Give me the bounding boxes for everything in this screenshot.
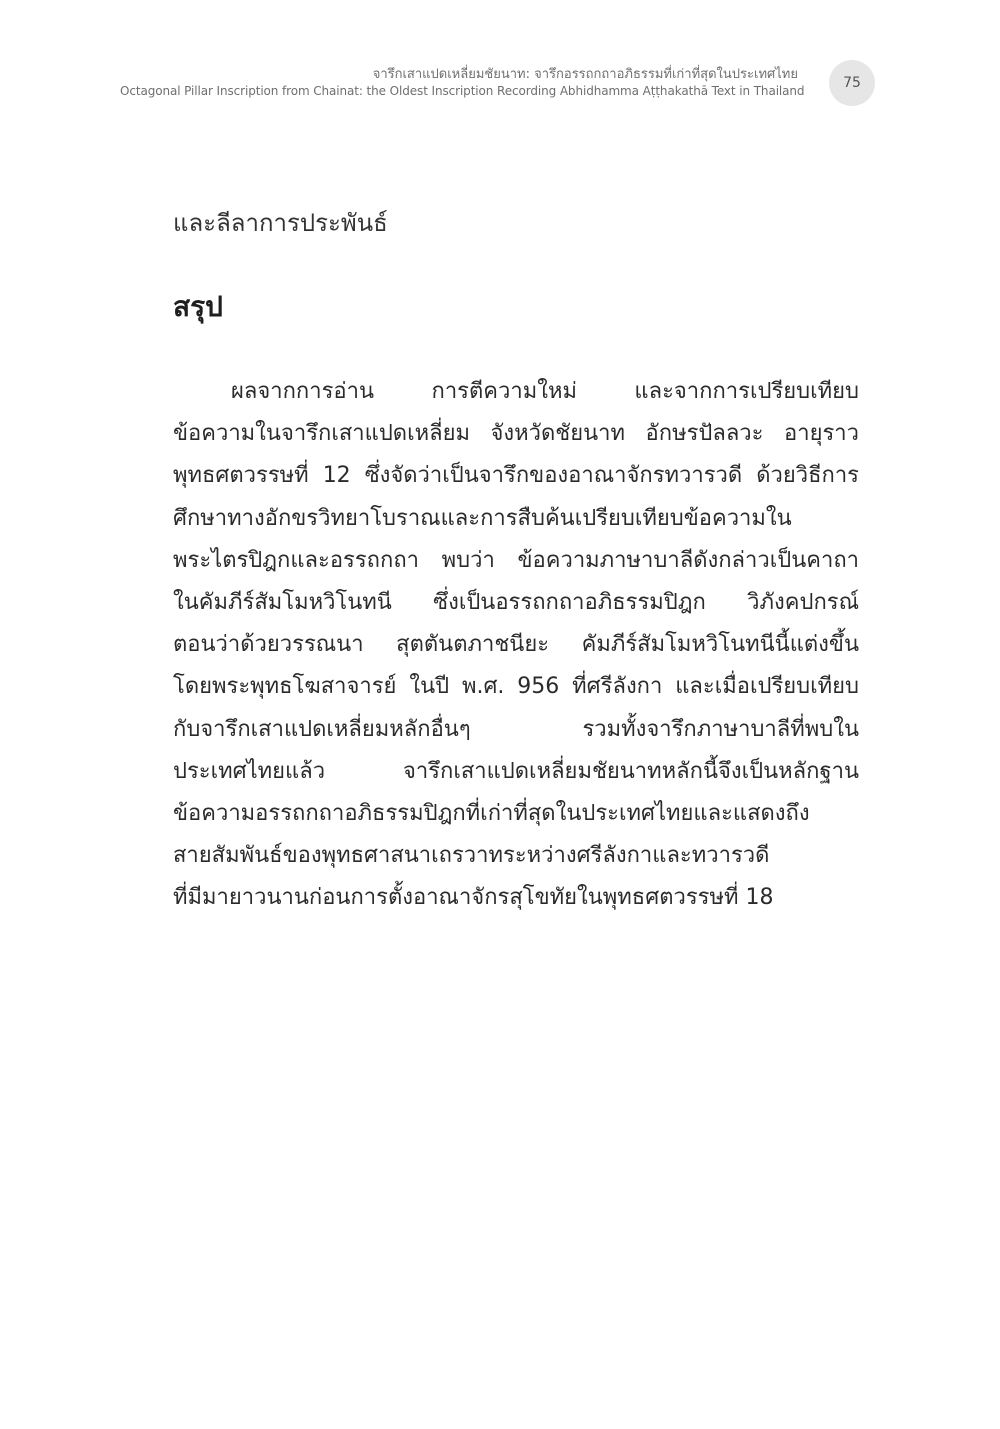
previous-section-trailing-line: และลีลาการประพันธ์	[173, 209, 388, 237]
paragraph-line: ในคัมภีร์สัมโมหวิโนทนี ซึ่งเป็นอรรถกถาอภิธรรมปิฎก วิภังคปกรณ์	[173, 589, 859, 615]
running-header	[120, 66, 805, 100]
paragraph-line: ข้อความอรรถกถาอภิธรรมปิฎกที่เก่าที่สุดในประเทศไทยและแสดงถึง	[173, 800, 810, 826]
paragraph-line: ผลจากการอ่าน การตีความใหม่ และจากการเปรียบเทียบ	[231, 379, 859, 404]
section-heading-conclusion: สรุป	[173, 290, 223, 323]
paragraph-line: สายสัมพันธ์ของพุทธศาสนาเถรวาทระหว่างศรีลังกาและทวารวดี	[173, 843, 770, 869]
running-header-thai-title: จารึกเสาแปดเหลี่ยมชัยนาท: จารึกอรรถกถาอภิธรรมที่เก่าที่สุดในประเทศไทย	[372, 67, 798, 82]
paragraph-line: พุทธศตวรรษที่ 12 ซึ่งจัดว่าเป็นจารึกของอาณาจักรทวารวดี ด้วยวิธีการ	[173, 463, 859, 489]
paragraph-line: ข้อความในจารึกเสาแปดเหลี่ยม จังหวัดชัยนาท อักษรปัลลวะ อายุราว	[173, 421, 859, 447]
paragraph-line: ศึกษาทางอักขรวิทยาโบราณและการสืบค้นเปรียบเทียบข้อความใน	[173, 505, 792, 531]
paragraph-line: ตอนว่าด้วยวรรณนา สุตตันตภาชนียะ คัมภีร์สัมโมหวิโนทนีนี้แต่งขึ้น	[173, 632, 859, 658]
paragraph-line: ที่มีมายาวนานก่อนการตั้งอาณาจักรสุโขทัยในพุทธศตวรรษที่ 18	[173, 885, 774, 911]
paragraph-line: โดยพระพุทธโฆสาจารย์ ในปี พ.ศ. 956 ที่ศรีลังกา และเมื่อเปรียบเทียบ	[173, 674, 859, 700]
paragraph-line: ประเทศไทยแล้ว จารึกเสาแปดเหลี่ยมชัยนาทหลักนี้จึงเป็นหลักฐาน	[173, 758, 859, 784]
page-number-badge: 75	[829, 60, 875, 106]
running-header-english-title: Octagonal Pillar Inscription from Chainat: the Oldest Inscription Recording Abhidhamma Aṭṭhakathā Text in Thailand	[120, 84, 805, 98]
paragraph-line: พระไตรปิฎกและอรรถกถา พบว่า ข้อความภาษาบาลีดังกล่าวเป็นคาถา	[173, 547, 859, 573]
conclusion-paragraph	[173, 371, 859, 919]
paragraph-line: กับจารึกเสาแปดเหลี่ยมหลักอื่นๆ รวมทั้งจารึกภาษาบาลีที่พบใน	[173, 716, 859, 742]
